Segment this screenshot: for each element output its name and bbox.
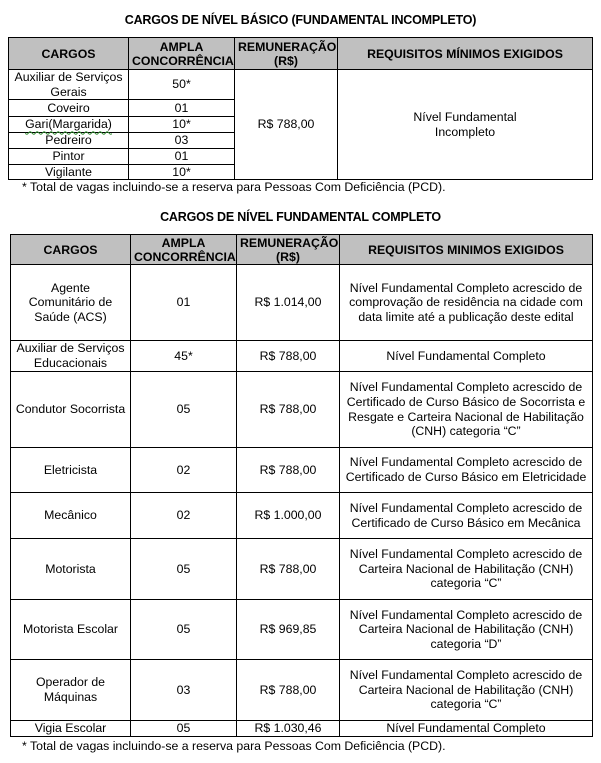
cell-vagas: 01 [129,100,235,117]
table-row [11,660,593,721]
cell-cargo: Pedreiro [9,133,129,149]
table-header-row [11,235,593,265]
header-cargos: CARGOS [11,235,131,265]
cell-vagas: 05 [131,600,237,660]
cell-cargo: Agente Comunitário de Saúde (ACS) [11,265,131,341]
section1-title: CARGOS DE NÍVEL BÁSICO (FUNDAMENTAL INCOMPLETO) [124,13,477,27]
cell-vagas: 02 [131,448,237,493]
cell-remuneracao: R$ 788,00 [237,448,340,493]
cell-vagas: 10* [129,164,235,180]
cell-cargo: Motorista Escolar [11,600,131,660]
header-ampla-concorrencia: AMPLA CONCORRÊNCIA [131,235,237,265]
cell-requisitos [338,70,593,180]
cell-remuneracao: R$ 788,00 [237,539,340,600]
cell-requisitos: Nível Fundamental Completo acrescido de Carteira Nacional de Habilitação (CNH) categoria “D” [340,600,593,660]
cell-remuneracao: R$ 788,00 [237,341,340,372]
table-row [11,721,593,737]
requisitos-text: Nível Fundamental Incompleto [413,110,517,139]
cell-remuneracao: R$ 788,00 [237,372,340,448]
cell-vagas: 03 [129,133,235,149]
cell-vagas: 01 [131,265,237,341]
cell-cargo: Coveiro [9,100,129,117]
cell-requisitos: Nível Fundamental Completo [340,341,593,372]
cell-cargo: Auxiliar de Serviços Educacionais [11,341,131,372]
cell-remuneracao: R$ 788,00 [237,660,340,721]
cell-cargo [9,117,129,133]
cell-cargo: Operador de Máquinas [11,660,131,721]
cell-remuneracao: R$ 1.000,00 [237,493,340,539]
cell-cargo: Vigia Escolar [11,721,131,737]
cell-remuneracao: R$ 1.014,00 [237,265,340,341]
header-remuneracao: REMUNERAÇÃO (R$) [235,38,338,70]
cell-requisitos: Nível Fundamental Completo acrescido de Certificado de Curso Básico de Socorrista e Resgate e Carteira Nacional de Habilitação (CNH) categoria “C” [340,372,593,448]
cell-vagas: 05 [131,372,237,448]
section2-footnote: * Total de vagas incluindo-se a reserva para Pessoas Com Deficiência (PCD). [22,739,446,753]
cell-cargo: Motorista [11,539,131,600]
cell-remuneracao: R$ 969,85 [237,600,340,660]
cell-vagas: 05 [131,539,237,600]
cell-requisitos: Nível Fundamental Completo acrescido de Certificado de Curso Básico em Eletricidade [340,448,593,493]
cell-vagas: 50* [129,70,235,100]
cell-cargo: Pintor [9,148,129,164]
section2-title: CARGOS DE NÍVEL FUNDAMENTAL COMPLETO [160,210,441,224]
cell-vagas: 05 [131,721,237,737]
cell-vagas: 45* [131,341,237,372]
cell-remuneracao: R$ 1.030,46 [237,721,340,737]
table-row [11,493,593,539]
cell-cargo: Auxiliar de Serviços Gerais [9,70,129,100]
table-header-row [9,38,593,70]
header-cargos: CARGOS [9,38,129,70]
cell-vagas: 10* [129,117,235,133]
cell-vagas: 02 [131,493,237,539]
cargo-text: Gari(Margarida) [25,117,112,132]
cell-requisitos: Nível Fundamental Completo acrescido de Carteira Nacional de Habilitação (CNH) categoria “C” [340,660,593,721]
table-row [11,341,593,372]
table-row [11,265,593,341]
cell-cargo: Vigilante [9,164,129,180]
table-row [11,372,593,448]
cell-cargo: Eletricista [11,448,131,493]
cell-remuneracao: R$ 788,00 [235,70,338,180]
header-requisitos: REQUISITOS MINIMOS EXIGIDOS [340,235,593,265]
cell-requisitos: Nível Fundamental Completo [340,721,593,737]
cell-cargo: Mecânico [11,493,131,539]
cell-cargo: Condutor Socorrista [11,372,131,448]
table-row [11,448,593,493]
table-row [11,539,593,600]
cell-requisitos: Nível Fundamental Completo acrescido de Certificado de Curso Básico em Mecânica [340,493,593,539]
cell-requisitos: Nível Fundamental Completo acrescido de comprovação de residência na cidade com data limite até a publicação deste edital [340,265,593,341]
section1-footnote: * Total de vagas incluindo-se a reserva para Pessoas Com Deficiência (PCD). [22,180,446,194]
table-nivel-fundamental-completo [10,234,593,737]
cell-vagas: 03 [131,660,237,721]
table-row [11,600,593,660]
table-nivel-basico [8,37,593,180]
cell-vagas: 01 [129,148,235,164]
header-remuneracao: REMUNERAÇÃO (R$) [237,235,340,265]
table-row [9,70,593,100]
header-ampla-concorrencia: AMPLA CONCORRÊNCIA [129,38,235,70]
header-requisitos: REQUISITOS MÍNIMOS EXIGIDOS [338,38,593,70]
cell-requisitos: Nível Fundamental Completo acrescido de Carteira Nacional de Habilitação (CNH) categoria “C” [340,539,593,600]
